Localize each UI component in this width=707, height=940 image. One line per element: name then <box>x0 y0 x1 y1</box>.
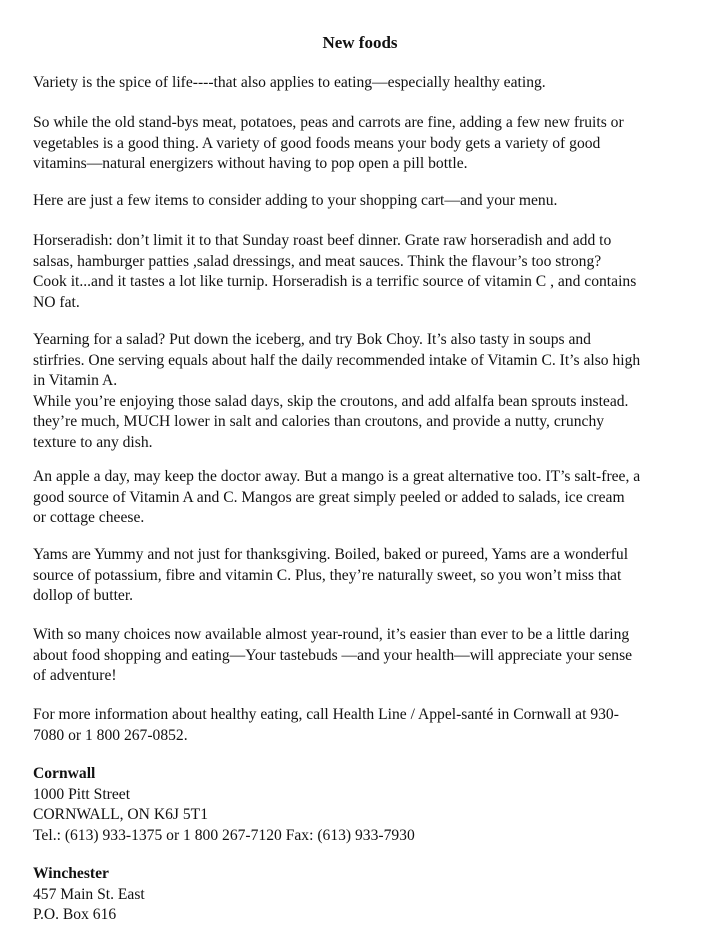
paragraph-more-info <box>33 705 683 746</box>
paragraph-mango <box>33 467 683 529</box>
paragraph-yams <box>33 545 683 607</box>
office-street: 1000 Pitt Street <box>33 785 131 803</box>
office-name: Winchester <box>33 865 109 882</box>
paragraph-line: Horseradish: don’t limit it to that Sunday roast beef dinner. Grate raw horseradish and add to <box>33 232 612 249</box>
paragraph-horseradish <box>33 231 683 313</box>
paragraph-line: about food shopping and eating—Your tastebuds —and your health—will appreciate your sense <box>33 646 633 664</box>
office-address-winchester <box>33 864 683 926</box>
paragraph-line: NO fat. <box>33 293 80 311</box>
paragraph-line: An apple a day, may keep the doctor away. But a mango is a great alternative too. IT’s salt-free, a <box>33 468 641 485</box>
paragraph-line: With so many choices now available almost year-round, it’s easier than ever to be a little daring <box>33 626 630 643</box>
paragraph-line: of adventure! <box>33 667 117 684</box>
paragraph-line: Cook it...and it tastes a lot like turnip. Horseradish is a terrific source of vitamin C , and contains <box>33 273 637 290</box>
paragraph-line: source of potassium, fibre and vitamin C. Plus, they’re naturally sweet, so you won’t miss that <box>33 566 622 584</box>
office-po-box: P.O. Box 616 <box>33 906 117 923</box>
office-street: 457 Main St. East <box>33 885 145 903</box>
paragraph-line: Variety is the spice of life----that also applies to eating—especially healthy eating. <box>33 74 546 91</box>
paragraph-line: dollop of butter. <box>33 587 134 604</box>
paragraph-salad <box>33 330 683 453</box>
paragraph-line: texture to any dish. <box>33 433 153 451</box>
paragraph-line: vitamins—natural energizers without having to pop open a pill bottle. <box>33 155 468 172</box>
office-name: Cornwall <box>33 765 96 782</box>
paragraph-adventure <box>33 625 683 687</box>
paragraph-line: Here are just a few items to consider adding to your shopping cart—and your menu. <box>33 192 558 209</box>
paragraph-line: For more information about healthy eating, call Health Line / Appel-santé in Cornwall at 930- <box>33 706 619 723</box>
paragraph-line: vegetables is a good thing. A variety of good foods means your body gets a variety of good <box>33 134 601 152</box>
paragraph-line: good source of Vitamin A and C. Mangos are great simply peeled or added to salads, ice cream <box>33 488 625 506</box>
paragraph-variety <box>33 113 683 175</box>
paragraph-line: in Vitamin A. <box>33 372 118 389</box>
paragraph-line: salsas, hamburger patties ,salad dressings, and meat sauces. Think the flavour’s too strong? <box>33 252 602 270</box>
office-phone-fax: Tel.: (613) 933-1375 or 1 800 267-7120 Fax: (613) 933-7930 <box>33 826 415 844</box>
paragraph-shopping <box>33 191 683 212</box>
paragraph-line: So while the old stand-bys meat, potatoes, peas and carrots are fine, adding a few new fruits or <box>33 114 624 131</box>
paragraph-line: Yams are Yummy and not just for thanksgiving. Boiled, baked or pureed, Yams are a wonderful <box>33 546 629 563</box>
office-city: CORNWALL, ON K6J 5T1 <box>33 806 208 823</box>
paragraph-line: 7080 or 1 800 267-0852. <box>33 726 188 744</box>
paragraph-intro <box>33 73 683 94</box>
document-title: New foods <box>322 33 398 52</box>
paragraph-line: or cottage cheese. <box>33 509 145 526</box>
paragraph-line: Yearning for a salad? Put down the iceberg, and try Bok Choy. It’s also tasty in soups and <box>33 331 591 348</box>
paragraph-line: While you’re enjoying those salad days, skip the croutons, and add alfalfa bean sprouts instead. <box>33 392 629 410</box>
paragraph-line: stirfries. One serving equals about half the daily recommended intake of Vitamin C. It’s also high <box>33 351 641 369</box>
paragraph-line: they’re much, MUCH lower in salt and calories than croutons, and provide a nutty, crunchy <box>33 413 605 430</box>
office-address-cornwall <box>33 764 683 846</box>
